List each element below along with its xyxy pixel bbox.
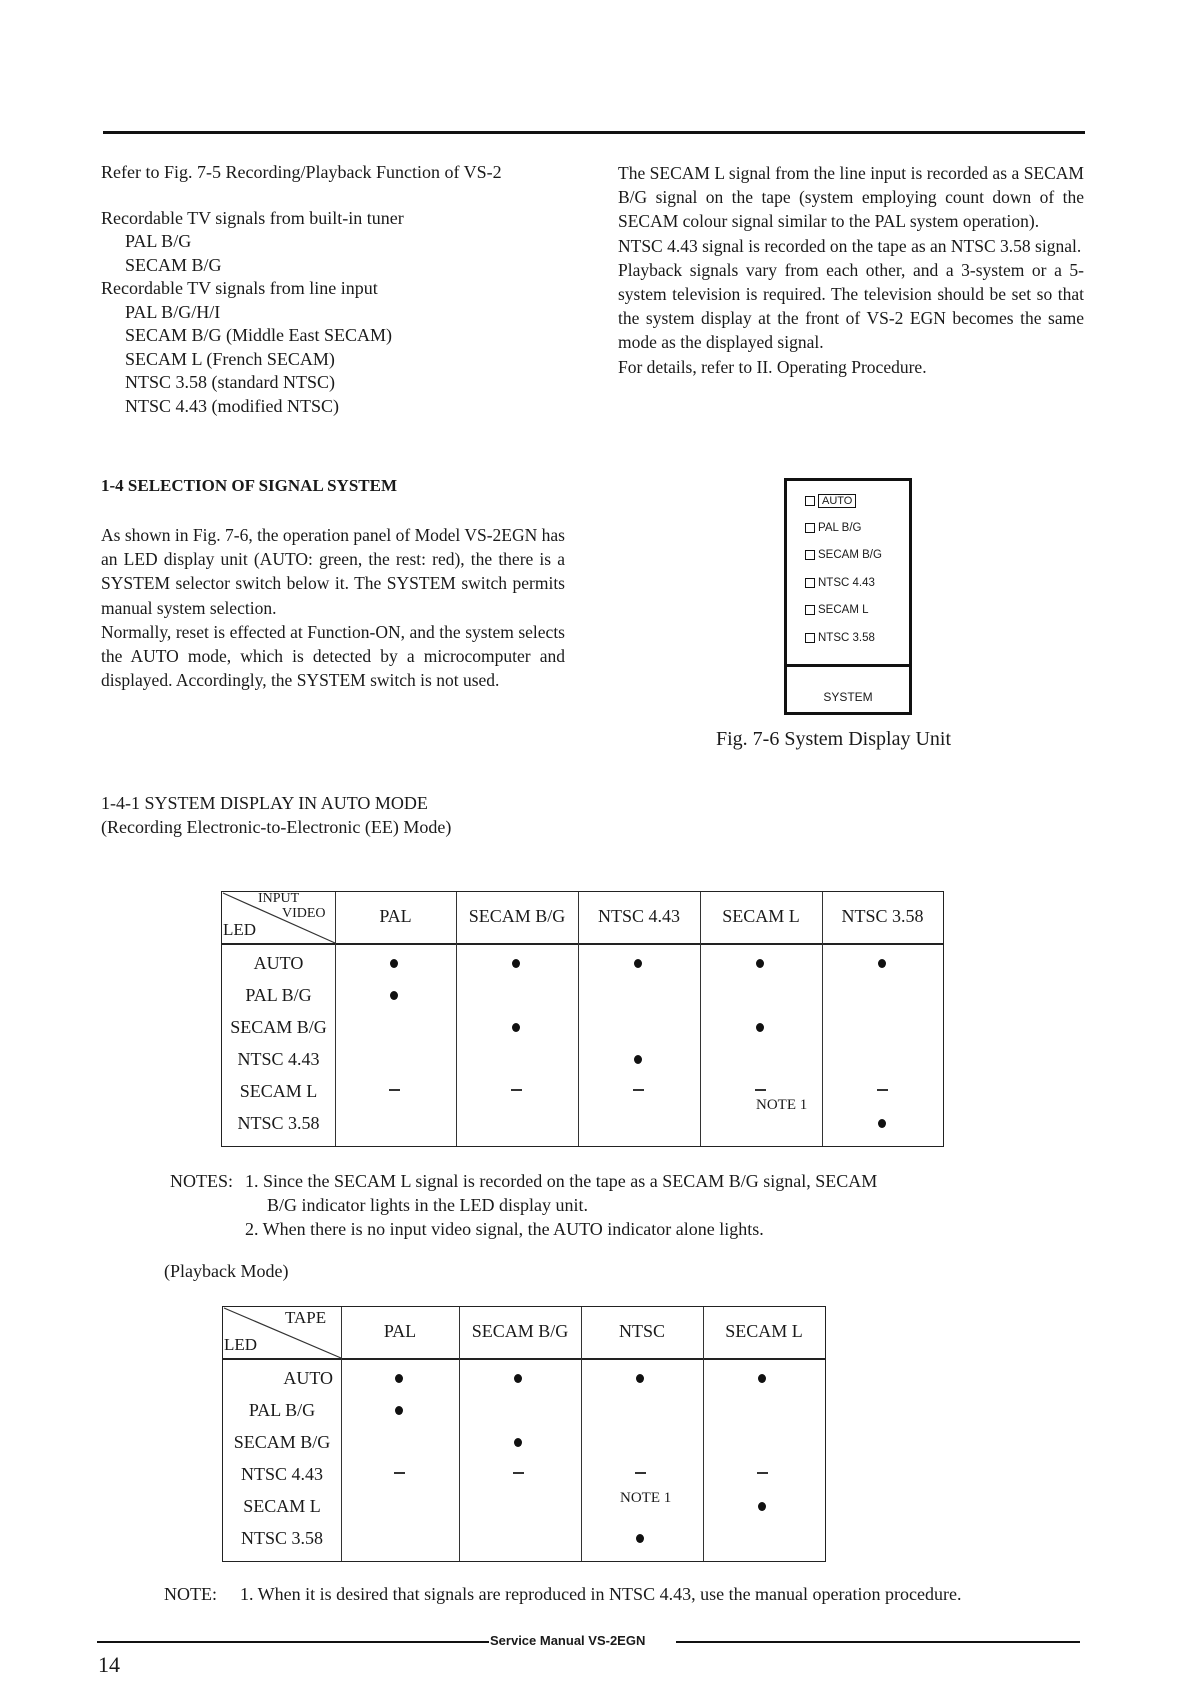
column-header: NTSC (618, 1321, 665, 1341)
tuner-item: SECAM B/G (125, 254, 222, 275)
corner-mid-label: VIDEO (282, 906, 326, 921)
indicator-dot (390, 991, 398, 1000)
indicator-dash (635, 1472, 646, 1474)
figure-caption: Fig. 7-6 System Display Unit (716, 728, 952, 750)
led-indicator-icon (805, 523, 815, 533)
header-divider (223, 1358, 825, 1360)
led-label: AUTO (818, 494, 856, 508)
column-divider (581, 1307, 582, 1561)
column-header: NTSC 4.43 (597, 906, 680, 926)
column-divider (703, 1307, 704, 1561)
indicator-dot (512, 1023, 520, 1032)
row-label: AUTO (253, 953, 304, 973)
column-divider (335, 892, 336, 1146)
row-label: SECAM B/G (233, 1432, 331, 1452)
row-label: NTSC 3.58 (237, 1113, 320, 1133)
led-pal-bg (805, 522, 861, 534)
column-divider (822, 892, 823, 1146)
indicator-dot (878, 959, 886, 968)
column-header: PAL (383, 1321, 417, 1341)
indicator-dot (636, 1534, 644, 1543)
column-divider (459, 1307, 460, 1561)
unit-divider (787, 664, 909, 667)
led-indicator-icon (805, 578, 815, 588)
column-header: SECAM L (725, 1321, 803, 1341)
column-divider (341, 1307, 342, 1561)
top-rule (103, 131, 1085, 134)
line-item: NTSC 4.43 (modified NTSC) (125, 395, 339, 416)
indicator-dot (395, 1406, 403, 1415)
indicator-dot (758, 1374, 766, 1383)
section-1-4-para-1: As shown in Fig. 7-6, the operation panel of Model VS-2EGN has an LED display unit (AUTO: green, the rest: red), the there is a SYSTEM selector switch below it. The SYSTEM switch permits manual system selection. (101, 525, 565, 618)
led-label: SECAM B/G (818, 549, 882, 561)
indicator-dot (756, 959, 764, 968)
column-header: PAL (379, 906, 412, 926)
section-1-4-1-subheading: (Recording Electronic-to-Electronic (EE) Mode) (101, 817, 452, 837)
indicator-dash (394, 1472, 405, 1474)
led-label: NTSC 3.58 (818, 632, 875, 644)
column-divider (456, 892, 457, 1146)
led-label: SECAM L (818, 604, 869, 616)
indicator-dash (877, 1089, 888, 1091)
system-display-unit (784, 478, 912, 715)
led-secam-l (805, 604, 869, 616)
column-header: NTSC 3.58 (841, 906, 924, 926)
led-secam-bg (805, 549, 882, 561)
corner-bottom-label: LED (224, 1335, 258, 1354)
row-label: NTSC 4.43 (237, 1049, 320, 1069)
led-ntsc-443 (805, 577, 875, 589)
line-item: SECAM B/G (Middle East SECAM) (125, 325, 393, 345)
indicator-dot (636, 1374, 644, 1383)
line-item: PAL B/G/H/I (125, 301, 221, 322)
note-1-label: NOTE 1 (620, 1490, 672, 1506)
led-ntsc-358 (805, 632, 875, 644)
indicator-dot (395, 1374, 403, 1383)
ee-mode-table (221, 891, 944, 1147)
tuner-heading: Recordable TV signals from built-in tuner (101, 207, 404, 228)
row-label: PAL B/G (248, 1400, 316, 1420)
column-divider (700, 892, 701, 1146)
indicator-dot (758, 1502, 766, 1511)
corner-top-label: INPUT (258, 891, 300, 906)
system-switch-label: SYSTEM (823, 690, 873, 704)
note-1-label: NOTE 1 (756, 1097, 808, 1113)
led-label: NTSC 4.43 (818, 577, 875, 589)
indicator-dot (390, 959, 398, 968)
column-header: SECAM B/G (471, 1321, 569, 1341)
section-1-4-1-heading: 1-4-1 SYSTEM DISPLAY IN AUTO MODE (101, 793, 428, 813)
line-item: NTSC 3.58 (standard NTSC) (125, 372, 335, 392)
playback-heading: (Playback Mode) (164, 1261, 289, 1281)
line-item: SECAM L (French SECAM) (125, 348, 335, 369)
footer-title: Service Manual VS-2EGN (490, 1633, 646, 1648)
line-heading: Recordable TV signals from line input (101, 278, 378, 298)
note-1-line-2: B/G indicator lights in the LED display unit. (267, 1195, 588, 1215)
row-label: SECAM L (243, 1496, 321, 1516)
note-prefix: NOTE: (164, 1584, 217, 1604)
header-divider (222, 943, 943, 945)
led-auto (805, 494, 856, 508)
row-label: AUTO (283, 1368, 333, 1388)
row-label: NTSC 3.58 (240, 1528, 323, 1548)
right-para-1: The SECAM L signal from the line input is recorded as a SECAM B/G signal on the tape (system employing count down of the SECAM colour signal similar to the PAL system operation). (618, 163, 1084, 232)
corner-bottom-label: LED (223, 920, 257, 939)
note-pb-text: 1. When it is desired that signals are reproduced in NTSC 4.43, use the manual operation procedure. (240, 1584, 962, 1604)
section-1-4-heading: 1-4 SELECTION OF SIGNAL SYSTEM (101, 476, 397, 495)
playback-mode-table (222, 1306, 826, 1562)
note-2: 2. When there is no input video signal, the AUTO indicator alone lights. (245, 1219, 764, 1239)
indicator-dot (634, 1055, 642, 1064)
section-1-4-para-2: Normally, reset is effected at Function-ON, and the system selects the AUTO mode, which is detected by a microcomputer and displayed. Accordingly, the SYSTEM switch is not used. (101, 621, 565, 691)
row-label: PAL B/G (245, 985, 312, 1005)
indicator-dash (511, 1089, 522, 1091)
footer-rule-left (97, 1641, 489, 1643)
column-header: SECAM B/G (468, 906, 566, 926)
indicator-dot (878, 1119, 886, 1128)
led-indicator-icon (805, 633, 815, 643)
indicator-dot (514, 1374, 522, 1383)
notes-prefix: NOTES: (170, 1171, 233, 1191)
indicator-dot (512, 959, 520, 968)
row-label: NTSC 4.43 (240, 1464, 323, 1484)
tuner-item: PAL B/G (125, 231, 192, 251)
indicator-dash (389, 1089, 400, 1091)
indicator-dot (756, 1023, 764, 1032)
page-number: 14 (98, 1652, 120, 1677)
led-label: PAL B/G (818, 522, 862, 534)
indicator-dot (514, 1438, 522, 1447)
column-header: SECAM L (722, 906, 800, 926)
ref-line: Refer to Fig. 7-5 Recording/Playback Function of VS-2 (101, 162, 502, 182)
row-label: SECAM B/G (230, 1017, 327, 1037)
led-indicator-icon (805, 550, 815, 560)
column-divider (578, 892, 579, 1146)
note-1-line-1: 1. Since the SECAM L signal is recorded on the tape as a SECAM B/G signal, SECAM (245, 1171, 878, 1191)
indicator-dash (633, 1089, 644, 1091)
footer-rule-right (676, 1641, 1080, 1643)
led-indicator-icon (805, 496, 815, 506)
right-column (618, 161, 1084, 379)
led-indicator-icon (805, 605, 815, 615)
indicator-dash (755, 1089, 766, 1091)
indicator-dot (634, 959, 642, 968)
right-para-4: For details, refer to II. Operating Procedure. (618, 356, 927, 377)
indicator-dash (757, 1472, 768, 1474)
indicator-dash (513, 1472, 524, 1474)
row-label: SECAM L (239, 1081, 318, 1101)
right-para-3: Playback signals vary from each other, and a 3-system or a 5-system television is required. The television should be set so that the system display at the front of VS-2 EGN becomes the same mode as the displayed signal. (618, 259, 1084, 353)
section-1-4-body (101, 523, 565, 692)
corner-top-label: TAPE (285, 1308, 327, 1327)
left-column (101, 161, 502, 418)
right-para-2: NTSC 4.43 signal is recorded on the tape as an NTSC 3.58 signal. (618, 235, 1082, 256)
